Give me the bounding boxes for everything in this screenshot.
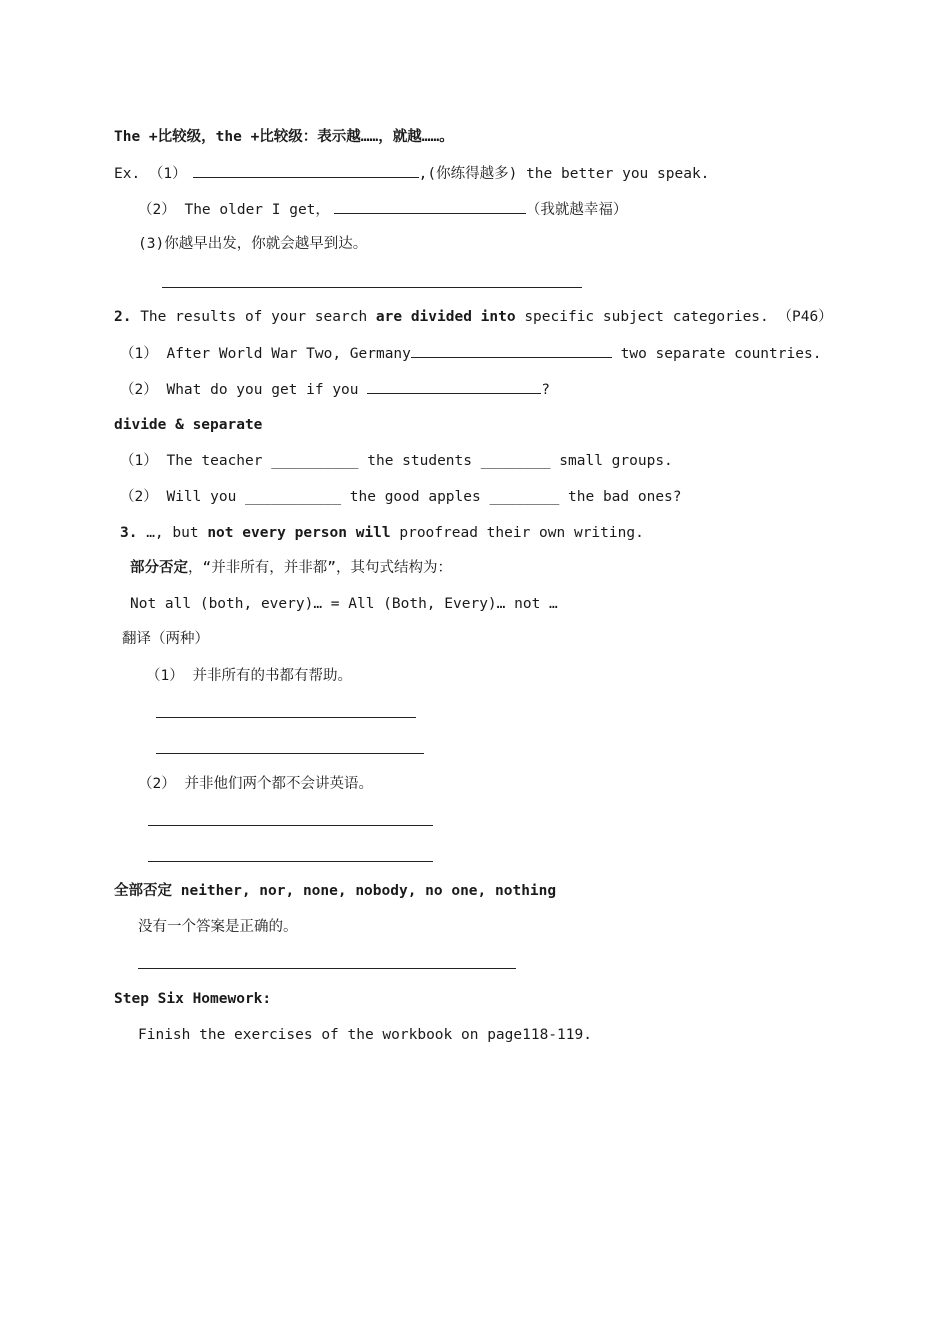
partial-negation-keyword: not every person will	[207, 525, 391, 541]
compare-question-1: （1） The teacher __________ the students ________ small groups.	[120, 453, 673, 469]
partial-negation-intro	[120, 523, 644, 543]
partial-negation-number: 3.	[120, 525, 138, 541]
divide-question-2	[120, 379, 550, 400]
divide-question-2-tail: ?	[541, 382, 550, 398]
example-3-answer-line[interactable]	[162, 287, 582, 288]
total-negation-answer-line[interactable]	[138, 968, 516, 969]
translate-1-answer-line-b[interactable]	[156, 753, 424, 754]
partial-negation-text-b: proofread their own writing.	[390, 525, 644, 541]
partial-negation-label: 部分否定	[130, 560, 188, 576]
example-1-blank[interactable]	[193, 163, 419, 178]
divide-intro	[114, 307, 833, 327]
homework-text: Finish the exercises of the workbook on page118-119.	[138, 1027, 592, 1043]
translate-1-answer-line-a[interactable]	[156, 717, 416, 718]
divide-intro-text-b: specific subject categories. （P46）	[515, 309, 833, 325]
divide-intro-keyword: are divided into	[375, 309, 516, 325]
translate-label: 翻译（两种）	[122, 631, 209, 647]
divide-question-1-blank[interactable]	[411, 343, 612, 358]
example-1-tail: ,(你练得越多) the better you speak.	[418, 166, 710, 182]
translate-2-answer-line-a[interactable]	[148, 825, 433, 826]
divide-question-1-prefix: （1） After World War Two, Germany	[120, 346, 411, 362]
example-2-tail: （我就越幸福）	[525, 202, 628, 218]
total-negation-sentence: 没有一个答案是正确的。	[138, 919, 298, 935]
partial-negation-text-a: …, but	[137, 525, 208, 541]
translate-2-answer-line-b[interactable]	[148, 861, 433, 862]
divide-intro-text-a: The results of your search	[131, 309, 376, 325]
example-1	[114, 163, 709, 184]
partial-negation-rule	[130, 558, 452, 578]
total-negation-line: 全部否定 neither, nor, none, nobody, no one, nothing	[114, 883, 557, 899]
example-2-prefix: （2） The older I get，	[138, 202, 330, 218]
example-3: (3)你越早出发，你就会越早到达。	[138, 236, 368, 252]
divide-question-2-blank[interactable]	[367, 379, 541, 394]
divide-intro-number: 2.	[114, 309, 132, 325]
example-1-prefix: Ex. （1）	[114, 166, 187, 182]
divide-question-1	[120, 343, 821, 364]
example-2	[138, 199, 627, 220]
translate-item-1: （1） 并非所有的书都有帮助。	[146, 668, 352, 684]
comparative-heading: The +比较级，the +比较级：表示越……，就越……。	[114, 129, 454, 145]
translate-item-2: （2） 并非他们两个都不会讲英语。	[138, 776, 373, 792]
divide-separate-title: divide & separate	[114, 417, 263, 433]
compare-question-2: （2） Will you ___________ the good apples ________ the bad ones?	[120, 489, 682, 505]
homework-title: Step Six Homework:	[114, 991, 272, 1007]
divide-question-1-tail: two separate countries.	[611, 346, 822, 362]
partial-negation-explanation: ，“并非所有，并非都”，其句式结构为：	[188, 560, 452, 576]
divide-question-2-prefix: （2） What do you get if you	[120, 382, 368, 398]
example-2-blank[interactable]	[334, 199, 526, 214]
partial-negation-pattern: Not all (both, every)… = All (Both, Every)… not …	[130, 596, 558, 612]
